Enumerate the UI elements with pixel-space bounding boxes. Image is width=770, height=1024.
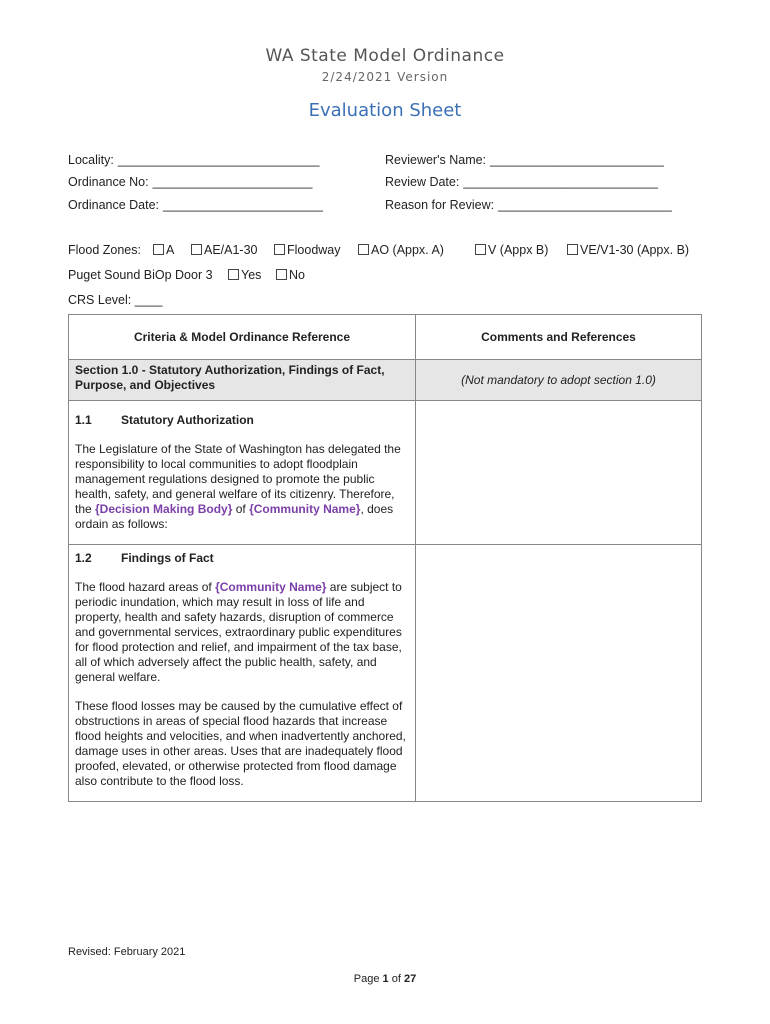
locality-blank: _____________________________: [117, 153, 320, 167]
biop-label: Puget Sound BiOp Door 3: [68, 268, 213, 282]
subsection-paragraph-1: [75, 580, 409, 685]
subsection-title: Statutory Authorization: [121, 413, 254, 427]
page-number: [0, 973, 770, 985]
revised-date: Revised: February 2021: [68, 946, 186, 958]
review-date-field[interactable]: [385, 175, 658, 189]
flood-zone-option-ve[interactable]: [567, 243, 689, 257]
comments-column-header: Comments and References: [416, 315, 702, 360]
ordinance-date-field[interactable]: [68, 198, 323, 212]
criteria-column-header: Criteria & Model Ordinance Reference: [69, 315, 416, 360]
placeholder-community-name: {Community Name}: [249, 502, 361, 516]
subsection-number: 1.2: [75, 551, 92, 565]
option-label: AO (Appx. A): [371, 243, 444, 257]
evaluation-sheet-heading: Evaluation Sheet: [308, 100, 462, 121]
placeholder-community-name: {Community Name}: [215, 580, 327, 594]
subsection-heading: [75, 551, 409, 566]
review-date-label: Review Date:: [385, 175, 460, 189]
checkbox-icon[interactable]: [228, 269, 239, 280]
subsection-text: [75, 442, 409, 532]
locality-field[interactable]: [68, 153, 319, 167]
option-label: No: [289, 268, 305, 282]
text-run: The Legislature of the State of Washington has delegated the responsibility to local communities to adopt floodplain management regulations designed to promote the public health, safety, and general welfare of its citizenry. Therefore, the: [75, 442, 401, 516]
checkbox-icon[interactable]: [358, 244, 369, 255]
checkbox-icon[interactable]: [191, 244, 202, 255]
flood-zone-option-v[interactable]: [475, 243, 548, 257]
checkbox-icon[interactable]: [475, 244, 486, 255]
section-note: (Not mandatory to adopt section 1.0): [416, 360, 702, 401]
option-label: V (Appx B): [488, 243, 549, 257]
subsection-number: 1.1: [75, 413, 92, 427]
biop-option-yes[interactable]: [228, 268, 261, 282]
page-mid: of: [388, 973, 404, 985]
flood-zones-label: Flood Zones:: [68, 243, 141, 257]
ordinance-no-label: Ordinance No:: [68, 175, 149, 189]
flood-zone-option-ae[interactable]: [191, 243, 258, 257]
review-date-blank: ____________________________: [463, 175, 658, 189]
flood-zone-option-floodway[interactable]: [274, 243, 341, 257]
checkbox-icon[interactable]: [153, 244, 164, 255]
option-label: AE/A1-30: [204, 243, 258, 257]
total-pages: 27: [403, 973, 417, 985]
subsection-paragraph-2: These flood losses may be caused by the cumulative effect of obstructions in areas of special flood hazards that increase flood heights and velocities, and when inadvertently anchored, damage uses in other areas. Uses that are inadequately flood proofed, elevated, or otherwise protected from flood damage also contribute to the flood loss.: [75, 699, 406, 788]
reason-blank: _________________________: [498, 198, 672, 212]
comments-cell-1-1[interactable]: [416, 401, 702, 545]
ordinance-no-field[interactable]: [68, 175, 313, 189]
section-title: Section 1.0 - Statutory Authorization, Findings of Fact, Purpose, and Objectives: [69, 360, 416, 401]
locality-label: Locality:: [68, 153, 114, 167]
current-page: 1: [382, 973, 389, 985]
flood-zone-option-ao[interactable]: [358, 243, 444, 257]
placeholder-decision-making-body: {Decision Making Body}: [95, 502, 233, 516]
reason-for-review-field[interactable]: [385, 198, 672, 212]
subsection-title: Findings of Fact: [121, 551, 214, 565]
page-prefix: Page: [353, 973, 383, 985]
ordinance-no-blank: _______________________: [152, 175, 313, 189]
subsection-1-2: [69, 545, 416, 802]
checkbox-icon[interactable]: [274, 244, 285, 255]
document-version: 2/24/2021 Version: [321, 70, 449, 84]
ordinance-date-blank: _______________________: [163, 198, 323, 212]
reviewer-name-blank: _________________________: [490, 153, 664, 167]
reason-label: Reason for Review:: [385, 198, 495, 212]
text-run: of: [232, 502, 250, 516]
checkbox-icon[interactable]: [276, 269, 287, 280]
reviewer-name-field[interactable]: [385, 153, 664, 167]
crs-level-field[interactable]: CRS Level: ____: [68, 293, 163, 307]
text-run: The flood hazard areas of: [75, 580, 216, 594]
comments-cell-1-2[interactable]: [416, 545, 702, 802]
subsection-1-1: [69, 401, 416, 545]
checkbox-icon[interactable]: [567, 244, 578, 255]
option-label: Floodway: [287, 243, 341, 257]
text-run: are subject to periodic inundation, which may result in loss of life and property, health and safety hazards, disruption of commerce and governmental services, extraordinary public expenditures for flood protection and relief, and impairment of the tax base, all of which adversely affect the public health, safety, and general welfare.: [75, 580, 402, 684]
document-title: WA State Model Ordinance: [265, 46, 505, 66]
reviewer-name-label: Reviewer's Name:: [385, 153, 487, 167]
text-run: , does ordain as follows:: [75, 502, 394, 531]
option-label: Yes: [241, 268, 262, 282]
biop-option-no[interactable]: [276, 268, 305, 282]
option-label: A: [166, 243, 175, 257]
evaluation-table: [68, 314, 702, 802]
flood-zone-option-a[interactable]: [153, 243, 174, 257]
subsection-heading: [75, 413, 409, 428]
ordinance-date-label: Ordinance Date:: [68, 198, 160, 212]
option-label: VE/V1-30 (Appx. B): [580, 243, 690, 257]
